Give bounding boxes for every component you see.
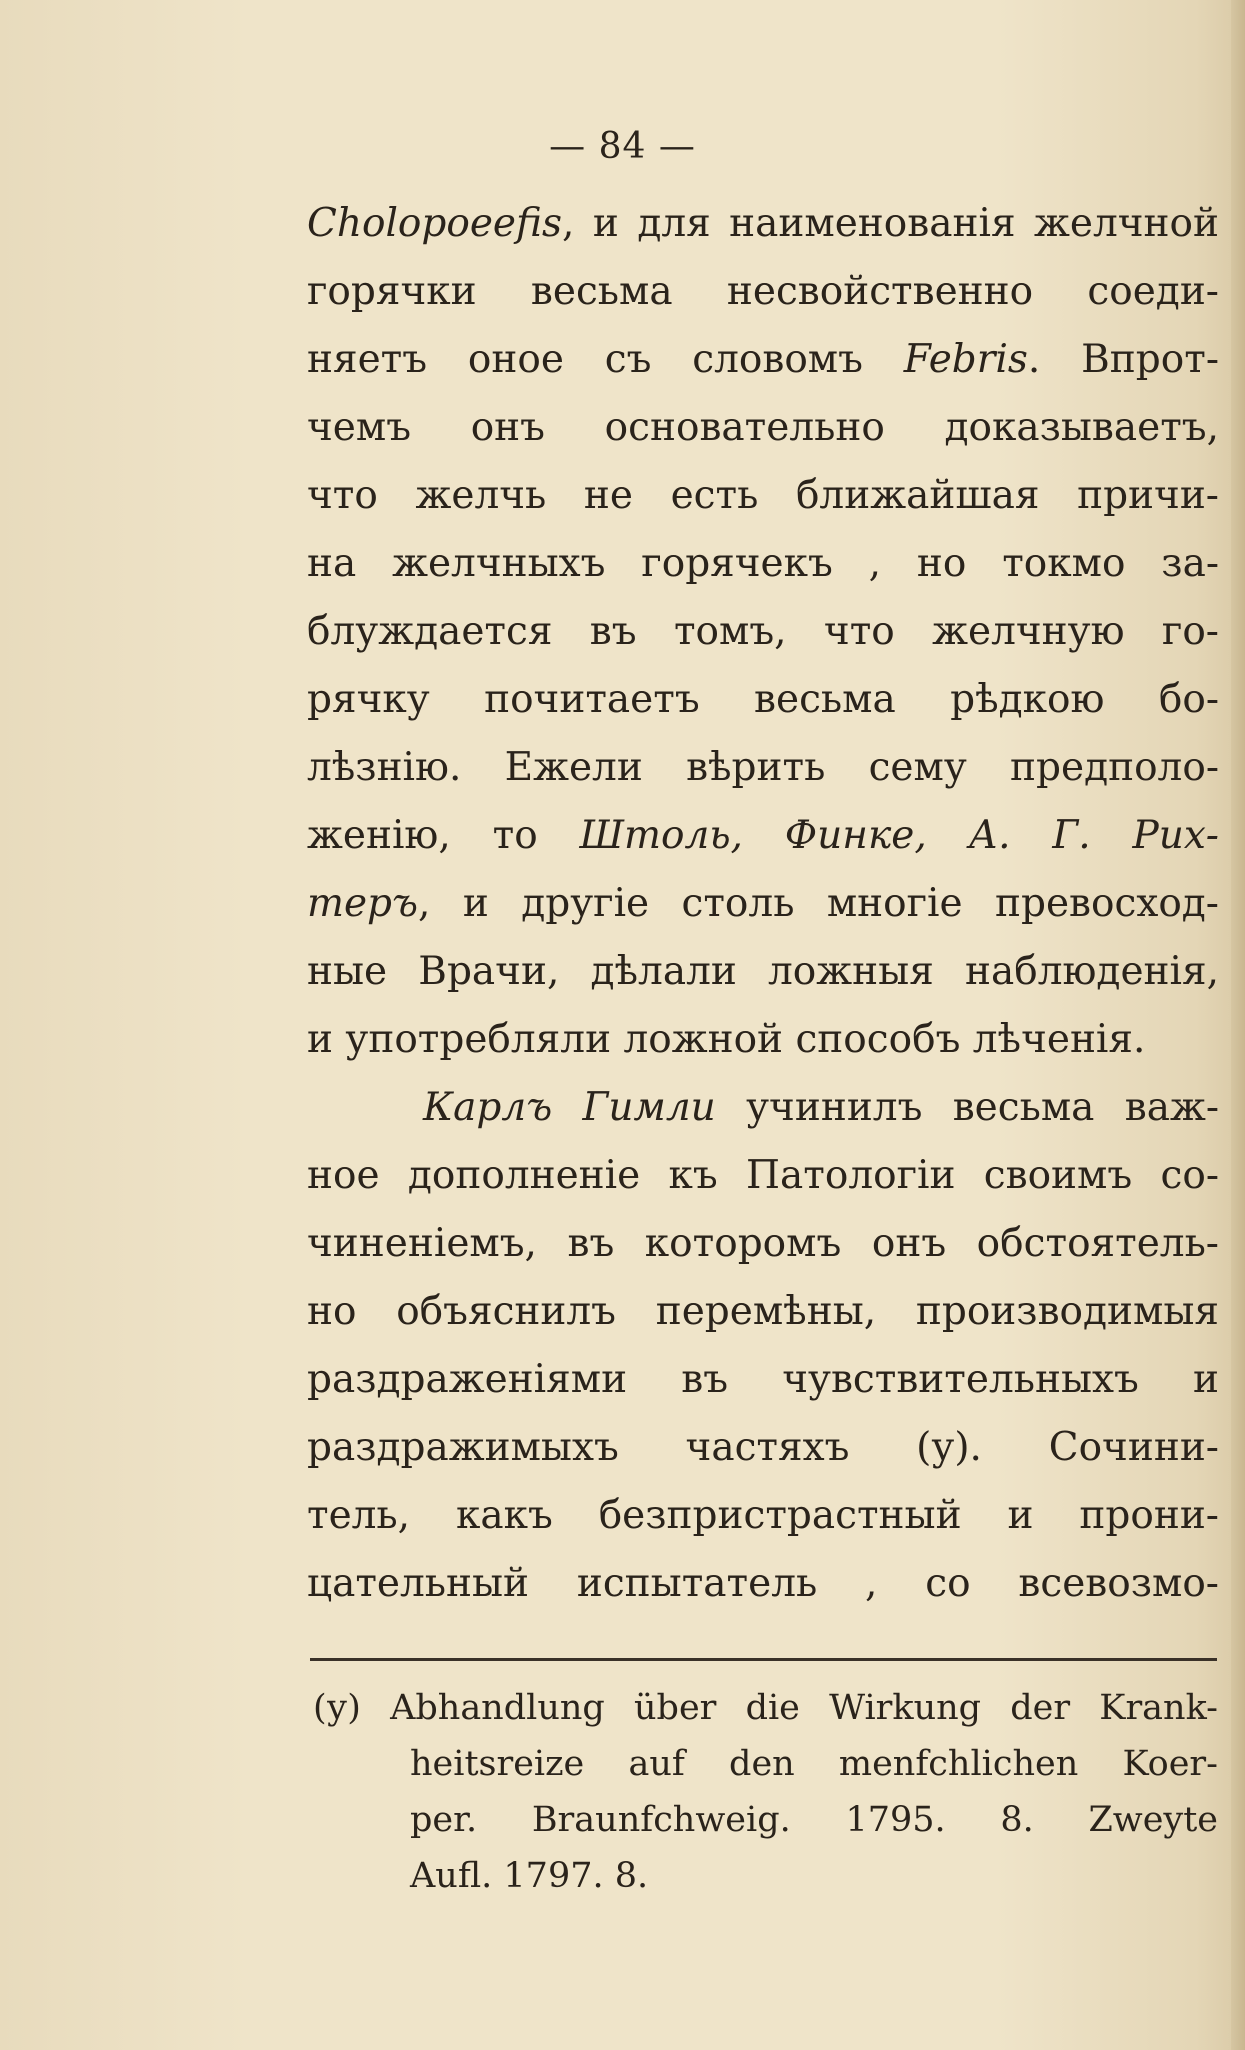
page-number: — 84 — [549,126,696,167]
footnote-separator [310,1658,1217,1661]
page-edge-shadow [1231,0,1245,2050]
footnote-line: Aufl. 1797. 8. [410,1856,649,1896]
text-line: что желчь не есть ближайшая причи- [307,473,1219,518]
text-line: но объяснилъ перемѣны, производимыя [307,1289,1219,1334]
text-line: рячку почитаетъ весьма рѣдкою бо- [307,677,1219,722]
main-text-block [307,190,1219,1618]
text-line: тель, какъ безпристрастный и прони- [307,1493,1219,1538]
text-line: ное дополненіе къ Патологіи своимъ со- [307,1153,1219,1198]
text-line: раздражимыхъ частяхъ (у). Сочини- [307,1425,1219,1470]
paragraph-start-line: Карлъ Гимли учинилъ весьма важ- [423,1085,1219,1130]
text-line: цательный испытатель , со всевозмо- [307,1561,1219,1606]
text-line: няетъ оное съ словомъ Febris. Впрот- [307,337,1219,382]
text-line: чиненіемъ, въ которомъ онъ обстоятель- [307,1221,1219,1266]
text-line: ные Врачи, дѣлали ложныя наблюденія, [307,949,1219,994]
text-line: раздраженіями въ чувствительныхъ и [307,1357,1219,1402]
text-line: лѣзнію. Ежели вѣрить сему предполо- [307,745,1219,790]
text-line: Choloроеefis, и для наименованія желчной [307,201,1219,246]
text-line: теръ, и другіе столь многіе превосход- [307,881,1219,926]
footnote-block [313,1680,1218,1904]
text-line: блуждается въ томъ, что желчную го- [307,609,1219,654]
footnote-line: heitsreize auf den menfchlichen Koer- [410,1744,1218,1784]
text-line: чемъ онъ основательно доказываетъ, [307,405,1219,450]
text-line: на желчныхъ горячекъ , но токмо за- [307,541,1219,586]
footnote-line: (у) Abhandlung über die Wirkung der Krank- [313,1688,1218,1728]
text-line: женію, то Штоль, Финке, А. Г. Рих- [307,813,1219,858]
footnote-line: per. Braunfchweig. 1795. 8. Zweyte [410,1800,1218,1840]
text-line: горячки весьма несвойственно соеди- [307,269,1219,314]
text-line: и употребляли ложной способъ лѣченія. [307,1017,1146,1062]
